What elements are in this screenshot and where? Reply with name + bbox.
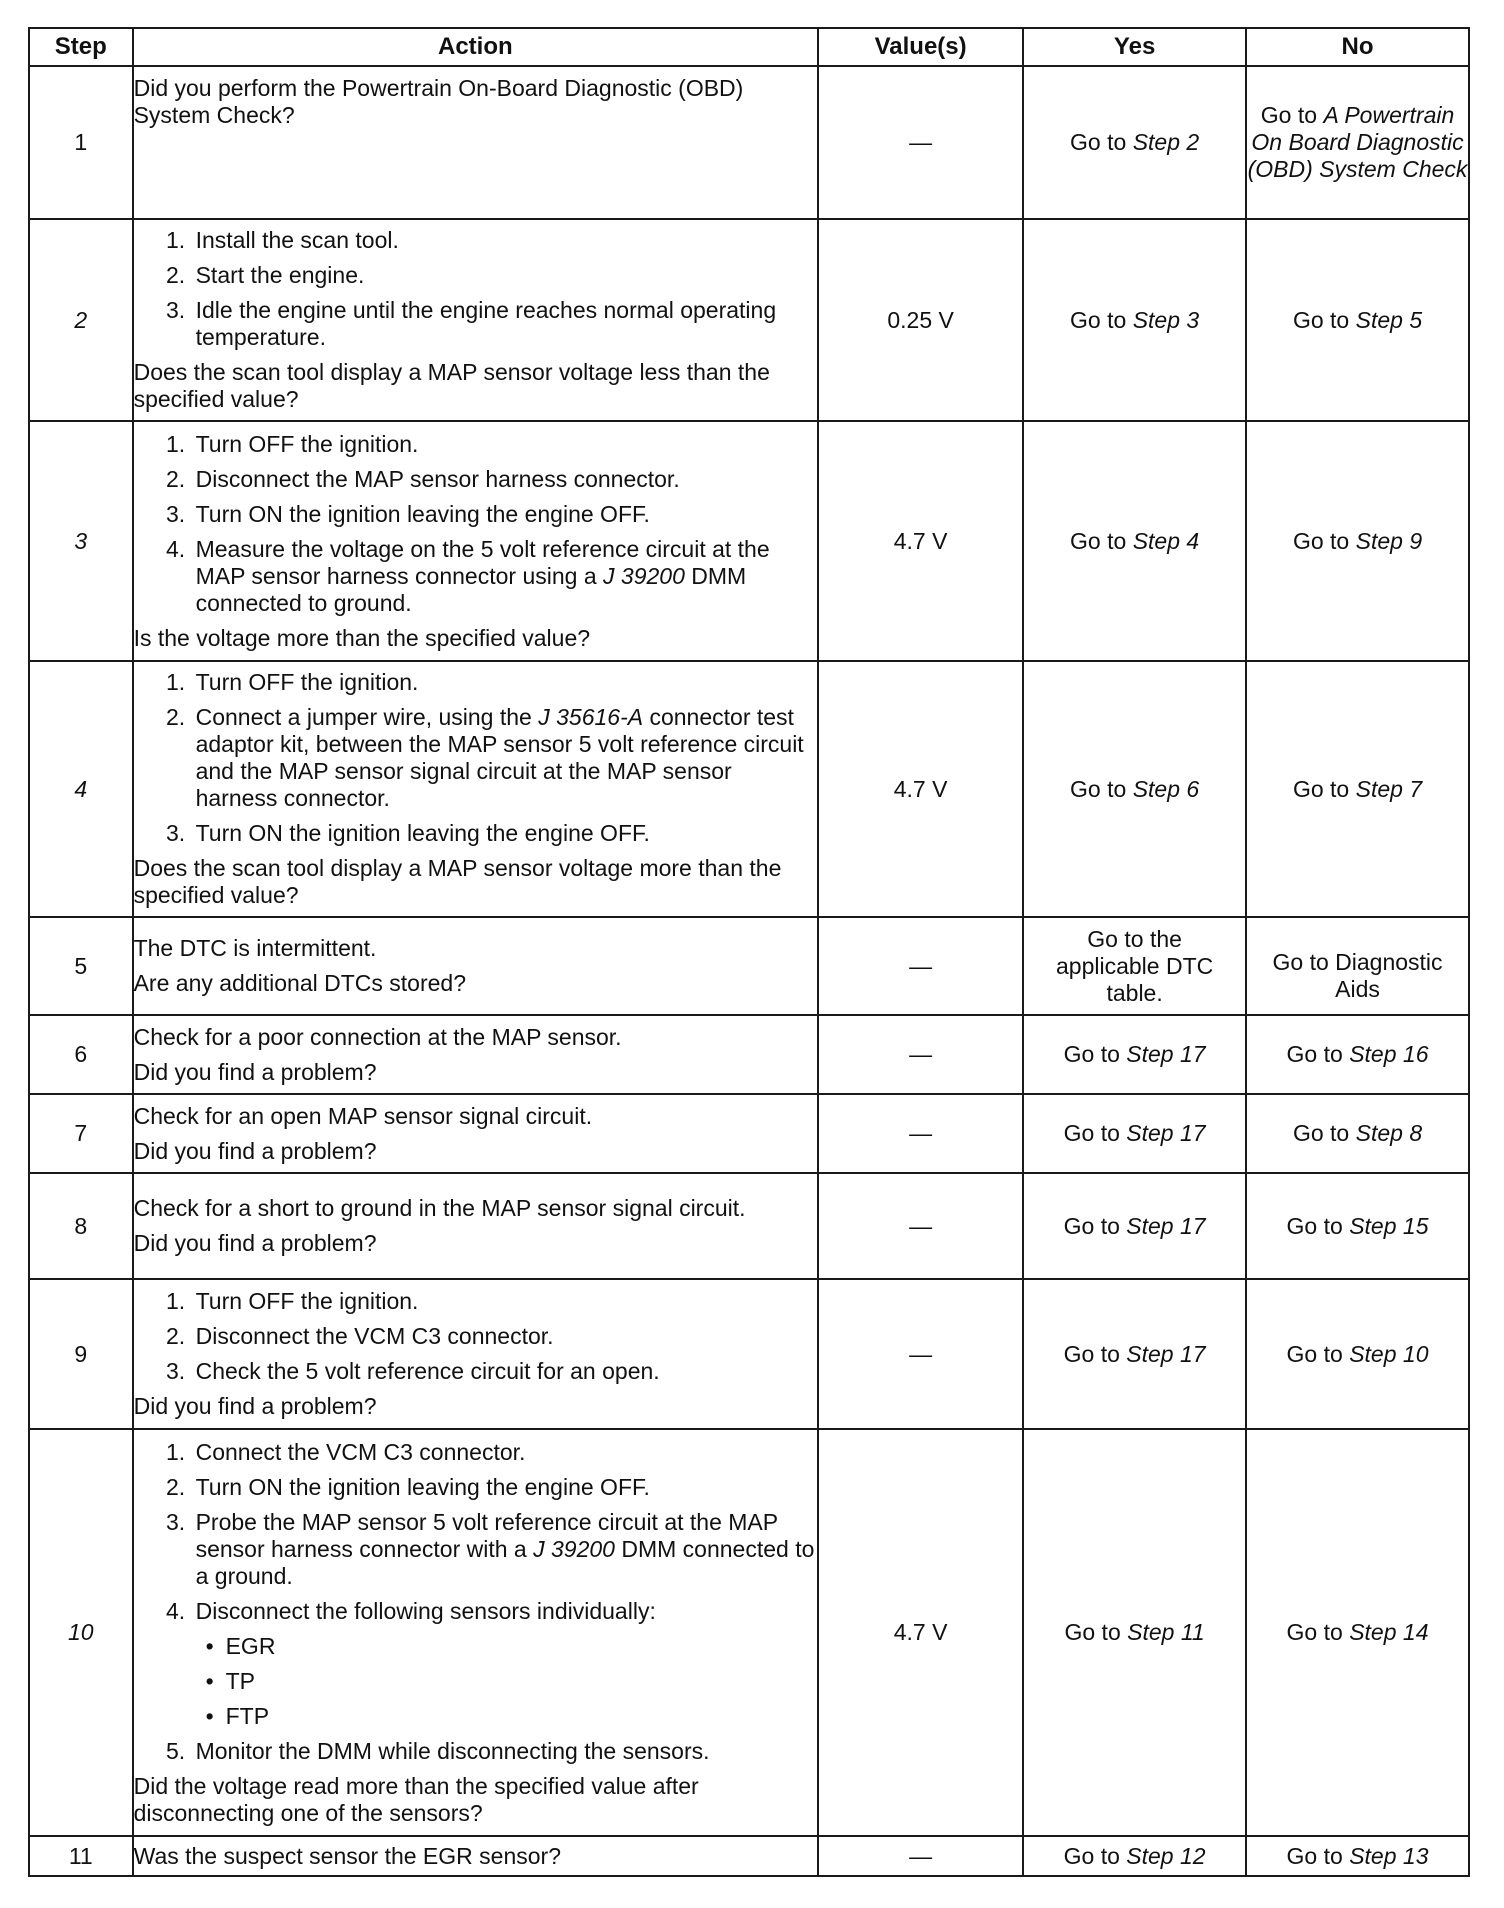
step-text: Disconnect the following sensors individually: [195, 1597, 656, 1624]
yes-cell [1023, 1279, 1246, 1429]
action-steps [134, 1439, 817, 1765]
go-to-prefix: Go to [1286, 1619, 1343, 1645]
value-cell: — [818, 1094, 1023, 1173]
action-question: Did you perform the Powertrain On-Board Diagnostic (OBD) System Check? [133, 75, 744, 128]
action-question: Did you find a problem? [133, 1393, 377, 1419]
action-question: Did you find a problem? [133, 1230, 377, 1256]
table-row [29, 219, 1469, 421]
action-cell [133, 219, 818, 421]
yes-cell [1023, 66, 1246, 219]
go-to-prefix: Go to [1070, 306, 1127, 333]
step-reference: Step 16 [1349, 1041, 1429, 1067]
header-no: No [1246, 28, 1469, 66]
action-question: Did you find a problem? [133, 1058, 377, 1085]
value-cell: — [818, 1836, 1023, 1876]
go-to-prefix: Go to [1063, 1041, 1120, 1067]
go-to-prefix: Go to [1292, 1120, 1350, 1146]
value-cell: — [818, 1173, 1023, 1279]
step-text: Measure the voltage on the 5 volt reference circuit at the MAP sensor harness connector using a [195, 535, 770, 589]
action-step: 2. Disconnect the VCM C3 connector. [192, 1323, 817, 1350]
go-to-prefix: Go to [1070, 775, 1127, 802]
list-item: • FTP [202, 1703, 817, 1730]
go-to-prefix: Go to [1286, 1340, 1343, 1367]
step-reference: Step 17 [1126, 1212, 1206, 1239]
yes-cell: Go to the applicable DTC table. [1023, 917, 1246, 1015]
step-reference: Step 6 [1132, 775, 1200, 802]
step-number: 5 [29, 917, 133, 1015]
value-cell: 4.7 V [818, 421, 1023, 661]
action-cell [133, 1015, 818, 1094]
action-step: 5. Monitor the DMM while disconnecting the sensors. [192, 1738, 817, 1765]
table-row [29, 661, 1469, 917]
no-cell [1246, 219, 1469, 421]
action-step [192, 704, 817, 812]
sensor-list [196, 1633, 817, 1730]
step-reference: Step 5 [1355, 306, 1423, 333]
action-step: 1. Turn OFF the ignition. [192, 669, 817, 696]
table-row [29, 917, 1469, 1015]
header-yes: Yes [1023, 28, 1246, 66]
procedure-reference: A Powertrain On Board Diagnostic (OBD) System Check [1247, 102, 1468, 182]
step-number: 11 [29, 1836, 133, 1876]
table-row [29, 1279, 1469, 1429]
value-cell: 0.25 V [818, 219, 1023, 421]
tool-reference: J 35616-A [538, 704, 644, 730]
go-to-prefix: Go to [1292, 527, 1350, 554]
action-cell [133, 66, 818, 219]
step-text: Connect a jumper wire, using the [195, 704, 532, 730]
header-row [29, 28, 1469, 66]
yes-cell [1023, 661, 1246, 917]
action-step: 1. Turn OFF the ignition. [192, 431, 817, 458]
step-reference: Step 4 [1132, 527, 1200, 554]
step-reference: Step 13 [1349, 1842, 1429, 1869]
action-step: 2. Turn ON the ignition leaving the engine OFF. [192, 1474, 817, 1501]
step-number: 2 [29, 219, 133, 421]
list-item: • TP [202, 1668, 817, 1695]
go-to-prefix: Go to [1286, 1842, 1343, 1869]
go-to-prefix: Go to [1070, 129, 1127, 155]
action-question: Does the scan tool display a MAP sensor voltage less than the specified value? [133, 359, 770, 412]
action-step: 1. Connect the VCM C3 connector. [192, 1439, 817, 1466]
action-cell [133, 421, 818, 661]
action-steps [134, 1288, 817, 1385]
no-cell [1246, 1015, 1469, 1094]
header-values: Value(s) [818, 28, 1023, 66]
step-text: Probe the MAP sensor 5 volt reference circuit at the MAP sensor harness connector with a [195, 1508, 778, 1562]
action-question: Did the voltage read more than the specified value after disconnecting one of the sensors? [133, 1772, 699, 1826]
table-row [29, 66, 1469, 219]
list-item: • EGR [202, 1633, 817, 1660]
table-row [29, 1015, 1469, 1094]
step-number: 1 [29, 66, 133, 219]
action-step: 3. Turn ON the ignition leaving the engine OFF. [192, 820, 817, 847]
go-to-prefix: Go to [1292, 775, 1350, 802]
action-step: 3. Check the 5 volt reference circuit for an open. [192, 1358, 817, 1385]
step-reference: Step 3 [1132, 306, 1200, 333]
action-question: Did you find a problem? [133, 1137, 377, 1164]
step-number: 10 [29, 1429, 133, 1836]
action-question: Does the scan tool display a MAP sensor voltage more than the specified value? [133, 855, 782, 908]
yes-cell [1023, 1015, 1246, 1094]
step-number: 3 [29, 421, 133, 661]
action-step: 2. Start the engine. [192, 262, 817, 289]
step-number: 6 [29, 1015, 133, 1094]
action-cell [133, 1836, 818, 1876]
step-text: DMM connected to a ground. [195, 1535, 815, 1589]
step-number: 9 [29, 1279, 133, 1429]
action-cell [133, 661, 818, 917]
step-text: DMM connected to ground. [195, 562, 747, 616]
go-to-prefix: Go to [1063, 1212, 1120, 1239]
no-cell [1246, 421, 1469, 661]
action-step: 3. Turn ON the ignition leaving the engine OFF. [192, 501, 817, 528]
table-row [29, 421, 1469, 661]
action-cell [133, 1094, 818, 1173]
step-reference: Step 15 [1349, 1212, 1429, 1239]
tool-reference: J 39200 [603, 562, 685, 589]
step-reference: Step 17 [1126, 1340, 1206, 1367]
action-statement: Check for a poor connection at the MAP sensor. [133, 1023, 622, 1050]
action-steps [134, 431, 817, 617]
go-to-prefix: Go to [1286, 1212, 1343, 1239]
step-reference: Step 8 [1355, 1120, 1423, 1146]
action-cell [133, 1173, 818, 1279]
no-cell [1246, 1836, 1469, 1876]
diagnostic-table [28, 27, 1470, 1877]
action-cell [133, 1429, 818, 1836]
action-step [192, 536, 817, 617]
step-reference: Step 2 [1132, 129, 1200, 155]
go-to-prefix: Go to [1292, 306, 1350, 333]
value-cell: — [818, 1279, 1023, 1429]
step-reference: Step 17 [1126, 1120, 1206, 1146]
go-to-prefix: Go to [1063, 1842, 1120, 1869]
step-number: 8 [29, 1173, 133, 1279]
action-statement: Check for an open MAP sensor signal circuit. [133, 1102, 593, 1129]
action-statement: Check for a short to ground in the MAP sensor signal circuit. [133, 1195, 746, 1221]
yes-cell [1023, 421, 1246, 661]
action-step [192, 1509, 817, 1590]
action-step: 1. Turn OFF the ignition. [192, 1288, 817, 1315]
step-text: connector test adaptor kit, between the MAP sensor 5 volt reference circuit and the MAP sensor signal circuit at the MAP sensor harness connector. [195, 704, 804, 811]
table-row [29, 1173, 1469, 1279]
header-step: Step [29, 28, 133, 66]
action-step [192, 1598, 817, 1730]
no-cell [1246, 1429, 1469, 1836]
step-reference: Step 17 [1126, 1041, 1206, 1067]
value-cell: — [818, 917, 1023, 1015]
go-to-prefix: Go to [1286, 1041, 1343, 1067]
no-cell [1246, 661, 1469, 917]
step-number: 7 [29, 1094, 133, 1173]
value-cell: — [818, 66, 1023, 219]
yes-cell [1023, 1836, 1246, 1876]
table-row [29, 1094, 1469, 1173]
action-question: Was the suspect sensor the EGR sensor? [133, 1842, 561, 1869]
header-action: Action [133, 28, 818, 66]
value-cell: 4.7 V [818, 661, 1023, 917]
action-question: Are any additional DTCs stored? [133, 970, 466, 996]
value-cell: 4.7 V [818, 1429, 1023, 1836]
go-to-prefix: Go to [1063, 1120, 1120, 1146]
yes-cell [1023, 1094, 1246, 1173]
no-cell [1246, 1094, 1469, 1173]
value-cell: — [818, 1015, 1023, 1094]
no-cell [1246, 1279, 1469, 1429]
step-reference: Step 14 [1349, 1619, 1429, 1645]
step-reference: Step 11 [1127, 1619, 1205, 1645]
go-to-prefix: Go to [1070, 527, 1127, 554]
go-to-prefix: Go to [1064, 1619, 1121, 1645]
step-reference: Step 12 [1126, 1842, 1206, 1869]
no-cell [1246, 66, 1469, 219]
action-cell [133, 917, 818, 1015]
no-cell: Go to Diagnostic Aids [1246, 917, 1469, 1015]
no-cell [1246, 1173, 1469, 1279]
tool-reference: J 39200 [533, 1535, 615, 1562]
step-reference: Step 7 [1355, 775, 1423, 802]
action-step: 2. Disconnect the MAP sensor harness connector. [192, 466, 817, 493]
step-number: 4 [29, 661, 133, 917]
yes-cell [1023, 1173, 1246, 1279]
action-cell [133, 1279, 818, 1429]
action-statement: The DTC is intermittent. [133, 935, 377, 961]
action-step: 3. Idle the engine until the engine reaches normal operating temperature. [192, 297, 817, 351]
action-step: 1. Install the scan tool. [192, 227, 817, 254]
yes-cell [1023, 1429, 1246, 1836]
table-row [29, 1836, 1469, 1876]
table-row [29, 1429, 1469, 1836]
go-to-prefix: Go to [1063, 1340, 1120, 1367]
go-to-prefix: Go to [1260, 102, 1318, 128]
yes-cell [1023, 219, 1246, 421]
action-steps [134, 669, 817, 847]
action-question: Is the voltage more than the specified value? [133, 624, 591, 651]
action-steps [134, 227, 817, 351]
step-reference: Step 9 [1355, 527, 1423, 554]
step-reference: Step 10 [1349, 1340, 1429, 1367]
